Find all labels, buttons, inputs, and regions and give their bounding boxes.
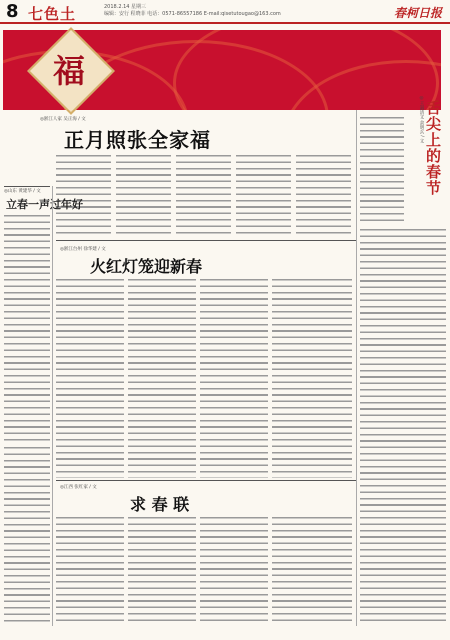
article-body <box>128 516 196 626</box>
divider <box>4 186 50 187</box>
divider <box>56 480 356 481</box>
article-byline: ◎山东 黄建华 / 文 <box>4 189 41 194</box>
article-byline: ◎浙江人家 吴正海 / 文 <box>40 117 86 122</box>
article-body <box>272 278 352 478</box>
newspaper-brand: 春柯日报 <box>393 6 442 20</box>
poem-title: 立春一声过年好 <box>6 198 83 211</box>
header-editor: 编辑：安行 程晓菲 电话：0571-86557186 E-mail:qisetutougao@163.com <box>104 11 281 17</box>
article-body <box>4 446 50 626</box>
article-body <box>360 116 404 226</box>
article-body <box>56 154 111 236</box>
divider <box>52 186 53 626</box>
article-title: 火红灯笼迎新春 <box>90 257 203 276</box>
article-body <box>128 278 196 478</box>
article-body <box>200 278 268 478</box>
header-meta <box>104 4 281 18</box>
article-body <box>56 516 124 626</box>
article-body <box>272 516 352 626</box>
article-byline: ◎江西 张红家 / 文 <box>60 485 97 490</box>
header-date: 2018.2.14 星期三 <box>104 4 147 10</box>
article-body <box>116 154 171 236</box>
divider <box>56 240 356 241</box>
article-title: 舌尖上的春节 <box>424 100 442 196</box>
page-number: 8 <box>6 1 19 22</box>
poem-body <box>4 214 50 444</box>
article-body <box>296 154 351 236</box>
fu-character: 福 <box>52 52 85 90</box>
article-body <box>360 228 446 626</box>
divider <box>356 110 357 626</box>
article-byline: ◎浙江台州 徐华建 / 文 <box>60 247 106 252</box>
article-title: 正月照张全家福 <box>64 128 211 152</box>
article-title: 求 春 联 <box>130 495 190 514</box>
article-body <box>200 516 268 626</box>
article-body <box>56 278 124 478</box>
section-title: 七色土 <box>28 5 77 23</box>
article-body <box>236 154 291 236</box>
article-byline: ◎王淑清文 余明兵 / 文 <box>419 96 424 143</box>
article-body <box>176 154 231 236</box>
